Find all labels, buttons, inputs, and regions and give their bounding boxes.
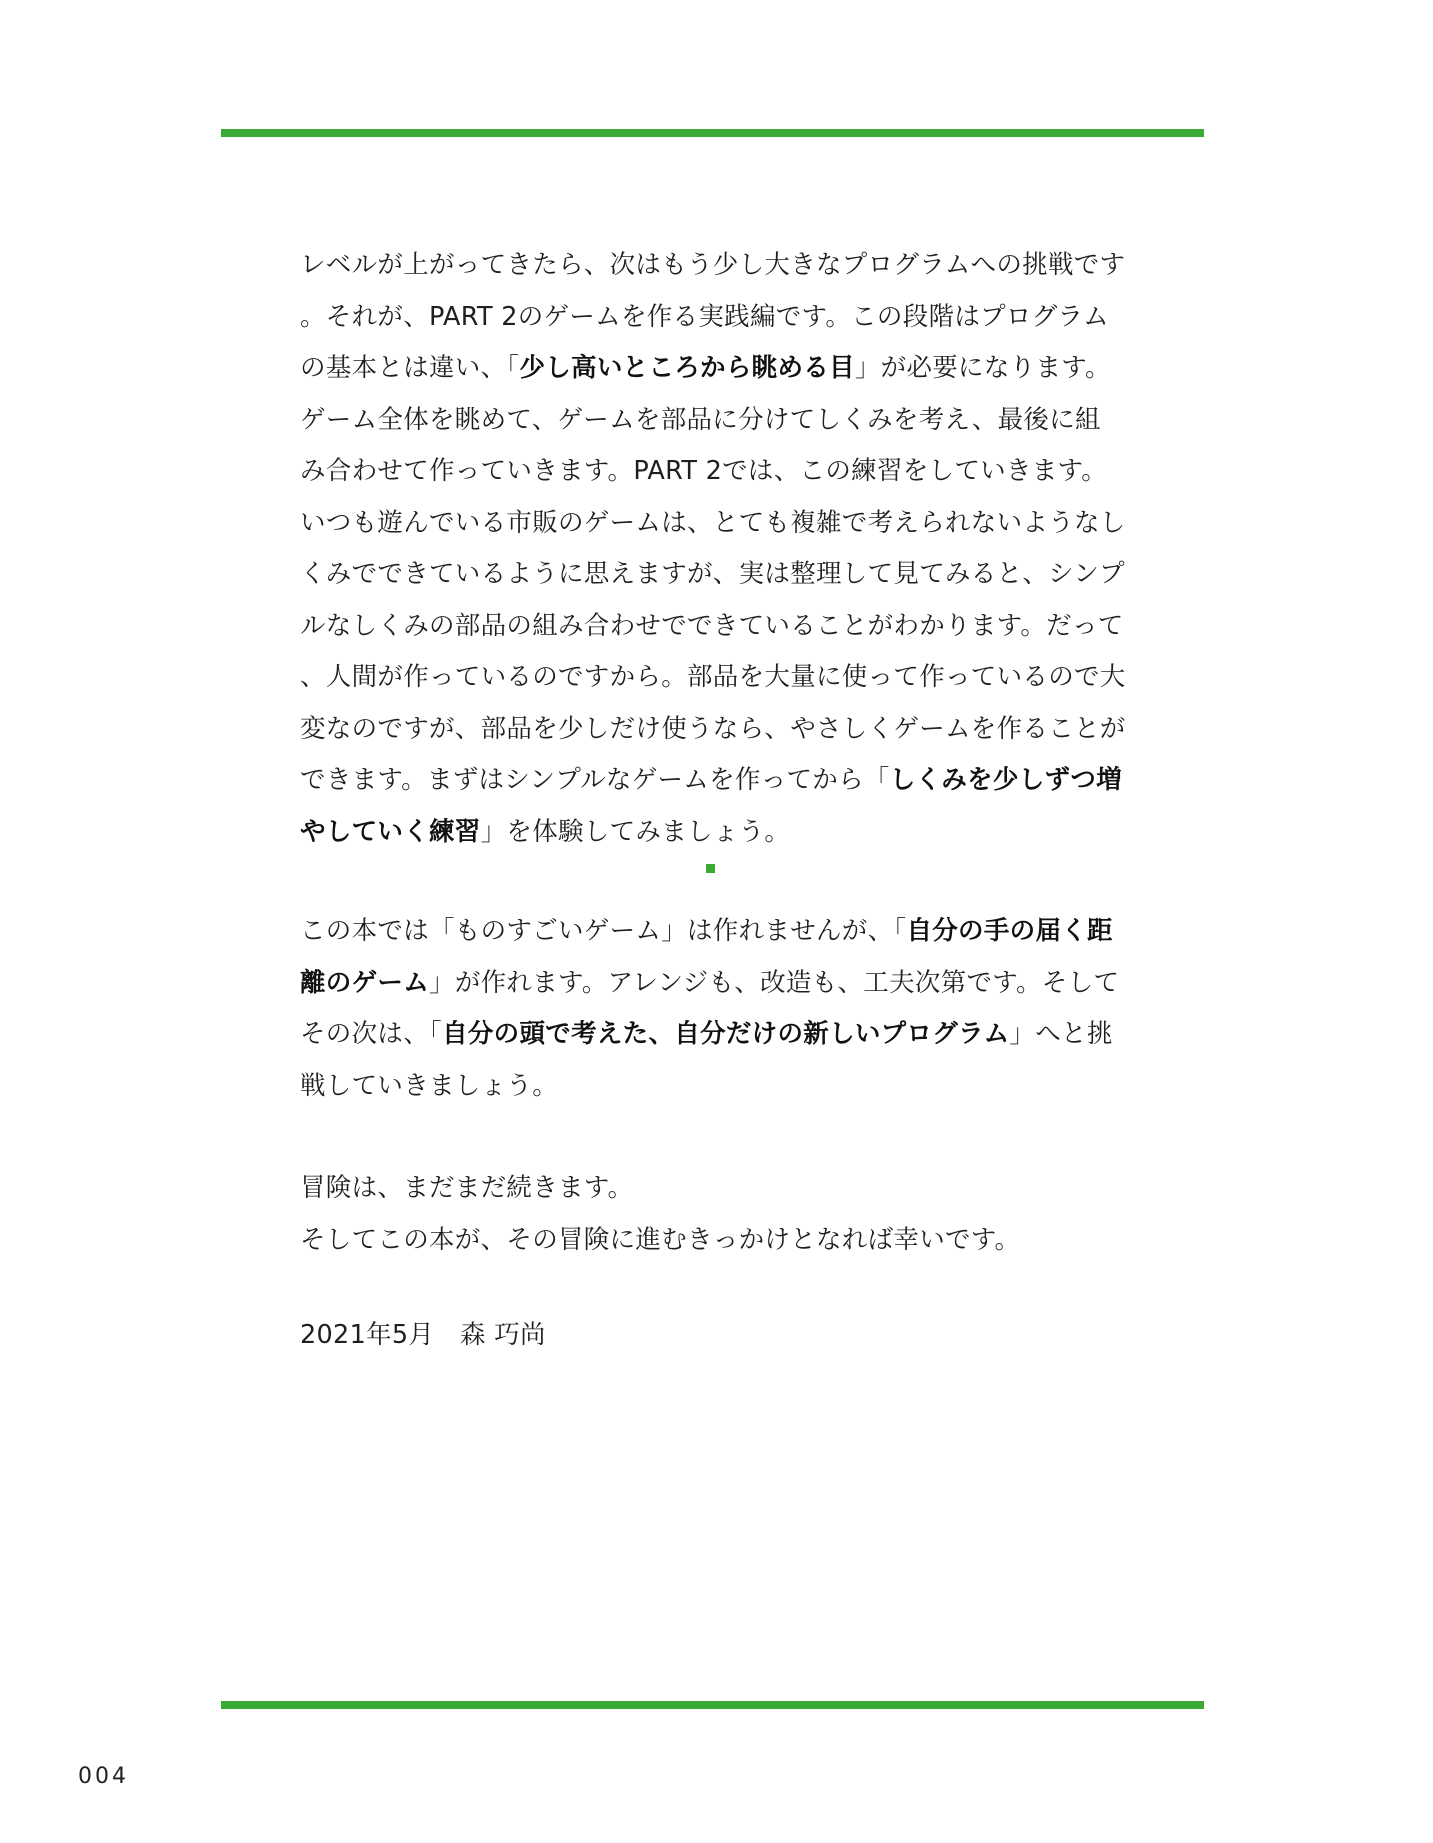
paragraph-2-text-b: 」を体験してみましょう。	[480, 816, 791, 847]
paragraph-3-text-c: 」へと挑戦していきましょう。	[300, 1019, 1113, 1101]
paragraph-3-emphasis-b: 自分の頭で考えた、自分だけの新しいプログラム	[442, 1019, 1010, 1049]
bottom-rule	[221, 1701, 1204, 1709]
page-number: 004	[78, 1764, 129, 1789]
spacer	[300, 1112, 1126, 1163]
signature: 2021年5月 森 巧尚	[300, 1320, 546, 1350]
paragraph-3-text-b: 」が作れます。アレンジも、改造も、工夫次第です。そしてその次は、「	[300, 967, 1120, 1049]
paragraph-1-text-b: 」が必要になります。ゲーム全体を眺めて、ゲームを部品に分けてしくみを考え、最後に組み合わせて作っていきます。PART 2では、この練習をしていきます。	[300, 353, 1111, 486]
paragraph-3-text-a: この本では「ものすごいゲーム」は作れませんが、「	[300, 916, 907, 946]
paragraph-1	[300, 240, 1126, 498]
top-rule	[221, 129, 1204, 137]
closing-line-2: そしてこの本が、その冒険に進むきっかけとなれば幸いです。	[300, 1224, 1021, 1255]
paragraph-1-text-a: レベルが上がってきたら、次はもう少し大きなプログラムへの挑戦です。それが、PART 2のゲームを作る実践編です。この段階はプログラムの基本とは違い、「	[300, 250, 1126, 383]
closing-line-1: 冒険は、まだまだ続きます。	[300, 1173, 634, 1203]
section-divider	[300, 858, 1126, 906]
paragraph-2-emphasis: しくみを少しずつ増やしていく練習	[300, 765, 1122, 847]
divider-square-icon	[706, 864, 715, 873]
main-text	[300, 240, 1126, 1355]
paragraph-3	[300, 906, 1126, 1112]
spacer	[300, 1266, 1126, 1315]
paragraph-3-emphasis-a: 自分の手の届く距離のゲーム	[300, 916, 1113, 998]
paragraph-2-text-a: いつも遊んでいる市販のゲームは、とても複雑で考えられないようなしくみでできているように思えますが、実は整理して見てみると、シンプルなしくみの部品の組み合わせでできていることがわかります。だって、人間が作っているのですから。部品を大量に使って作っているので大変なのですが、部品を少しだけ使うなら、やさしくゲームを作ることができます。まずはシンプルなゲームを作ってから「	[300, 507, 1126, 795]
paragraph-1-emphasis: 少し高いところから眺める目	[519, 353, 855, 383]
paragraph-2	[300, 498, 1126, 859]
